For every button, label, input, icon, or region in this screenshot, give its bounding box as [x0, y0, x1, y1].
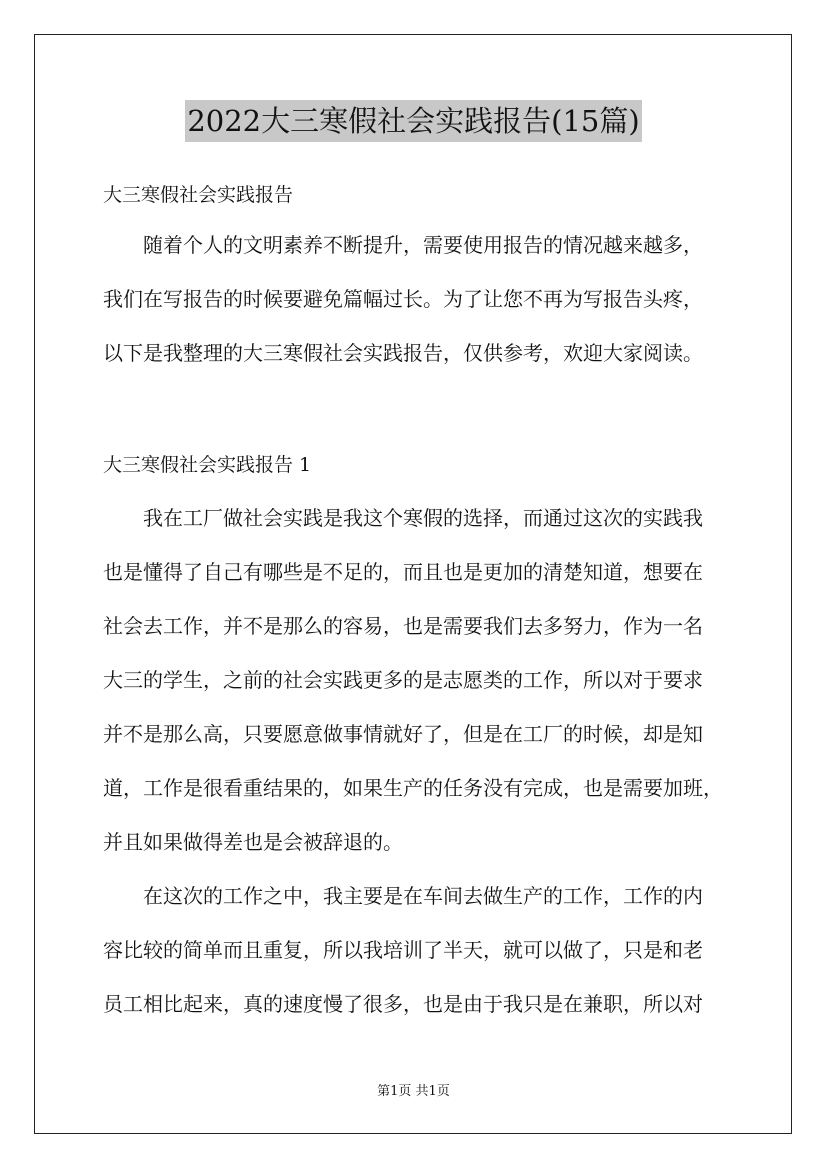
paragraph-line: 随着个人的文明素养不断提升，需要使用报告的情况越来越多，: [143, 233, 703, 257]
paragraph-line: 员工相比起来，真的速度慢了很多，也是由于我只是在兼职，所以对: [103, 992, 703, 1016]
paragraph-line: 在这次的工作之中，我主要是在车间去做生产的工作，工作的内: [143, 884, 703, 908]
paragraph-line: 并且如果做得差也是会被辞退的。: [103, 830, 403, 854]
page-footer: 第1页 共1页: [377, 1084, 450, 1099]
title-container: [0, 100, 827, 142]
body-paragraph-2: [103, 869, 739, 1031]
section-heading: 大三寒假社会实践报告 1: [103, 454, 312, 476]
paragraph-line: 大三的学生，之前的社会实践更多的是志愿类的工作，所以对于要求: [103, 668, 703, 692]
paragraph-line: 社会去工作，并不是那么的容易，也是需要我们去多努力，作为一名: [103, 614, 703, 638]
intro-paragraph: [103, 218, 739, 380]
paragraph-line: 我们在写报告的时候要避免篇幅过长。为了让您不再为写报告头疼，: [103, 287, 703, 311]
paragraph-line: 容比较的简单而且重复，所以我培训了半天，就可以做了，只是和老: [103, 938, 703, 962]
subtitle: 大三寒假社会实践报告: [103, 184, 294, 206]
paragraph-line: 也是懂得了自己有哪些是不足的，而且也是更加的清楚知道，想要在: [103, 560, 703, 584]
paragraph-line: 并不是那么高，只要愿意做事情就好了，但是在工厂的时候，却是知: [103, 722, 703, 746]
body-paragraph-1: [103, 491, 739, 869]
paragraph-line: 我在工厂做社会实践是我这个寒假的选择，而通过这次的实践我: [143, 506, 703, 530]
paragraph-line: 道，工作是很看重结果的，如果生产的任务没有完成，也是需要加班，: [103, 776, 723, 800]
document-title: 2022大三寒假社会实践报告(15篇): [185, 100, 641, 142]
paragraph-line: 以下是我整理的大三寒假社会实践报告，仅供参考，欢迎大家阅读。: [103, 341, 703, 365]
